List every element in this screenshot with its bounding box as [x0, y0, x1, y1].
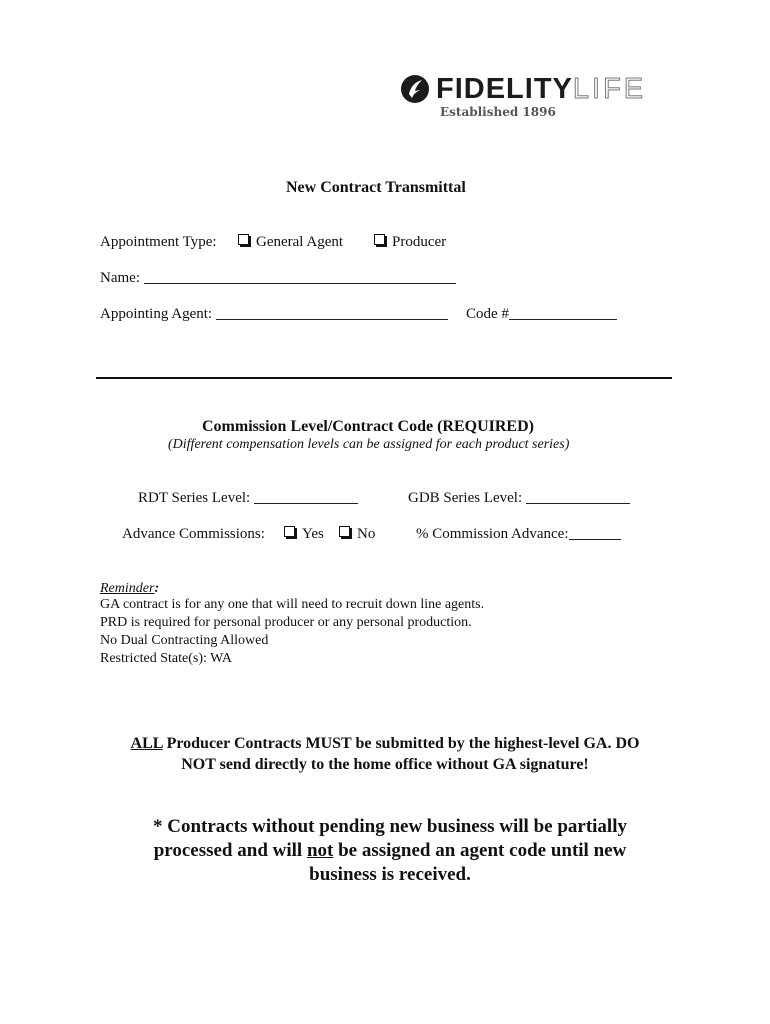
ga-notice-line1 [60, 733, 710, 754]
reminder-heading-text: Reminder [100, 581, 155, 596]
advance-no-option[interactable] [339, 526, 375, 543]
reminder-line: No Dual Contracting Allowed [100, 633, 269, 648]
section-divider [96, 377, 672, 379]
logo-wordmark [436, 72, 646, 106]
rdt-label: RDT Series Level: [138, 490, 251, 506]
ga-notice-all: ALL [130, 735, 163, 752]
reminder-heading [100, 579, 159, 597]
logo-established: Established 1896 [440, 105, 556, 119]
commission-subtitle: (Different compensation levels can be assigned for each product series) [168, 437, 570, 452]
reminder-line: PRD is required for personal producer or any personal production. [100, 615, 472, 630]
company-logo [400, 72, 680, 122]
reminder-line: GA contract is for any one that will need to recruit down line agents. [100, 597, 485, 612]
general-agent-checkbox[interactable] [238, 234, 249, 245]
advance-no-label: No [357, 526, 376, 542]
rdt-field[interactable] [254, 490, 358, 504]
ga-notice-line1-rest: Producer Contracts MUST be submitted by the highest-level GA. DO [162, 735, 640, 752]
gdb-label: GDB Series Level: [408, 490, 523, 506]
logo-word-life: LIFE [572, 73, 647, 105]
appointing-agent-field[interactable] [216, 306, 448, 320]
general-agent-option[interactable] [238, 234, 343, 251]
producer-label: Producer [392, 234, 447, 250]
pending-notice-line2-pre: processed and will [153, 840, 307, 861]
appointment-type-label: Appointment Type: [100, 234, 217, 250]
pending-notice-line1: * Contracts without pending new business will be partially [152, 816, 627, 837]
name-label: Name: [100, 270, 140, 286]
gdb-field[interactable] [526, 490, 630, 504]
percent-advance-row [416, 526, 621, 543]
form-title: New Contract Transmittal [286, 179, 466, 196]
advance-yes-label: Yes [302, 526, 324, 542]
pending-notice-line2 [40, 839, 740, 863]
pending-notice-line3: business is received. [309, 864, 471, 885]
name-field[interactable] [144, 270, 456, 284]
fidelity-life-mark-icon [400, 74, 430, 104]
ga-notice-line2: NOT send directly to the home office without GA signature! [181, 756, 589, 773]
advance-commissions-label: Advance Commissions: [122, 526, 265, 542]
appointing-agent-row [100, 306, 448, 323]
producer-checkbox[interactable] [374, 234, 385, 245]
commission-title: Commission Level/Contract Code (REQUIRED) [202, 418, 534, 435]
code-label: Code # [466, 306, 509, 322]
percent-advance-label: % Commission Advance: [416, 526, 569, 542]
pending-notice-line2-post: be assigned an agent code until new [333, 840, 627, 861]
advance-yes-checkbox[interactable] [284, 526, 295, 537]
reminder-colon: : [154, 581, 160, 596]
code-row [466, 306, 617, 323]
gdb-row [408, 490, 630, 507]
appointing-agent-label: Appointing Agent: [100, 306, 213, 322]
pending-notice-not: not [306, 840, 334, 861]
rdt-row [138, 490, 358, 507]
advance-yes-option[interactable] [284, 526, 324, 543]
pending-business-notice [40, 815, 740, 887]
general-agent-label: General Agent [256, 234, 344, 250]
code-field[interactable] [509, 306, 617, 320]
logo-word-fidelity: FIDELITY [436, 73, 573, 105]
reminder-line: Restricted State(s): WA [100, 651, 232, 666]
producer-option[interactable] [374, 234, 446, 251]
percent-advance-field[interactable] [569, 526, 621, 540]
advance-no-checkbox[interactable] [339, 526, 350, 537]
ga-submission-notice [60, 733, 710, 775]
name-row [100, 270, 456, 287]
